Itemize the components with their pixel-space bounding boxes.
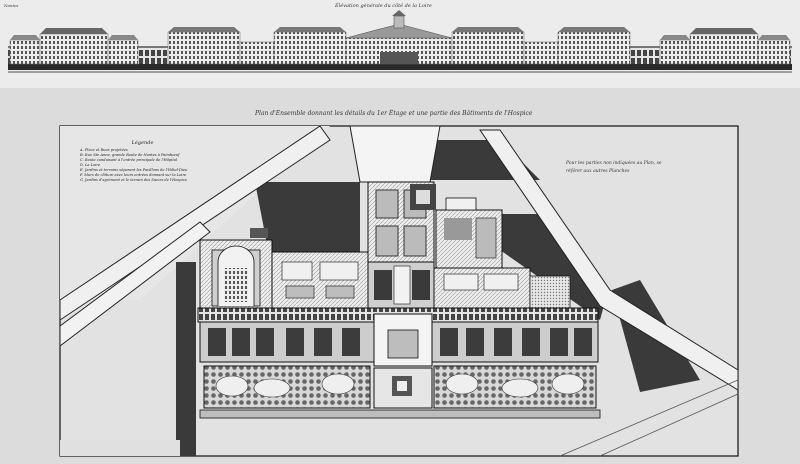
side-note: Pour les parties non indiquées au Plan, se référer aux autres Planches [566,161,662,174]
plan-title: Plan d'Ensemble donnant les détails du 1er Étage et une partie des Bâtiments de l'Hospice [255,110,533,117]
sheet-corner-label: Nantes [4,3,19,8]
legend-list [80,148,205,183]
legend [80,140,205,183]
legend-item: D. La Loire [80,163,101,167]
legend-item: A. Place et Rues projetées [80,148,128,152]
legend-item: F. Murs de clôture avec leurs entrées donnant sur la Loire [80,173,187,177]
legend-item: C. Route conduisant à l'entrée principale de l'Hôpital [80,158,178,162]
legend-item: G. Jardins d'agrément et le terrain des Sœurs de l'Hospice [80,178,187,182]
legend-title: Légende [131,140,154,146]
legend-item: B. Rue Ste Anne, grande Route de Nantes à Paimbœuf [80,153,180,157]
legend-item: E. Jardins et terrains séparant les Pavillons de l'Hôtel-Dieu [80,168,188,172]
elevation-title: Élévation générale du côté de la Loire [335,3,432,9]
south-gardens [204,366,596,408]
